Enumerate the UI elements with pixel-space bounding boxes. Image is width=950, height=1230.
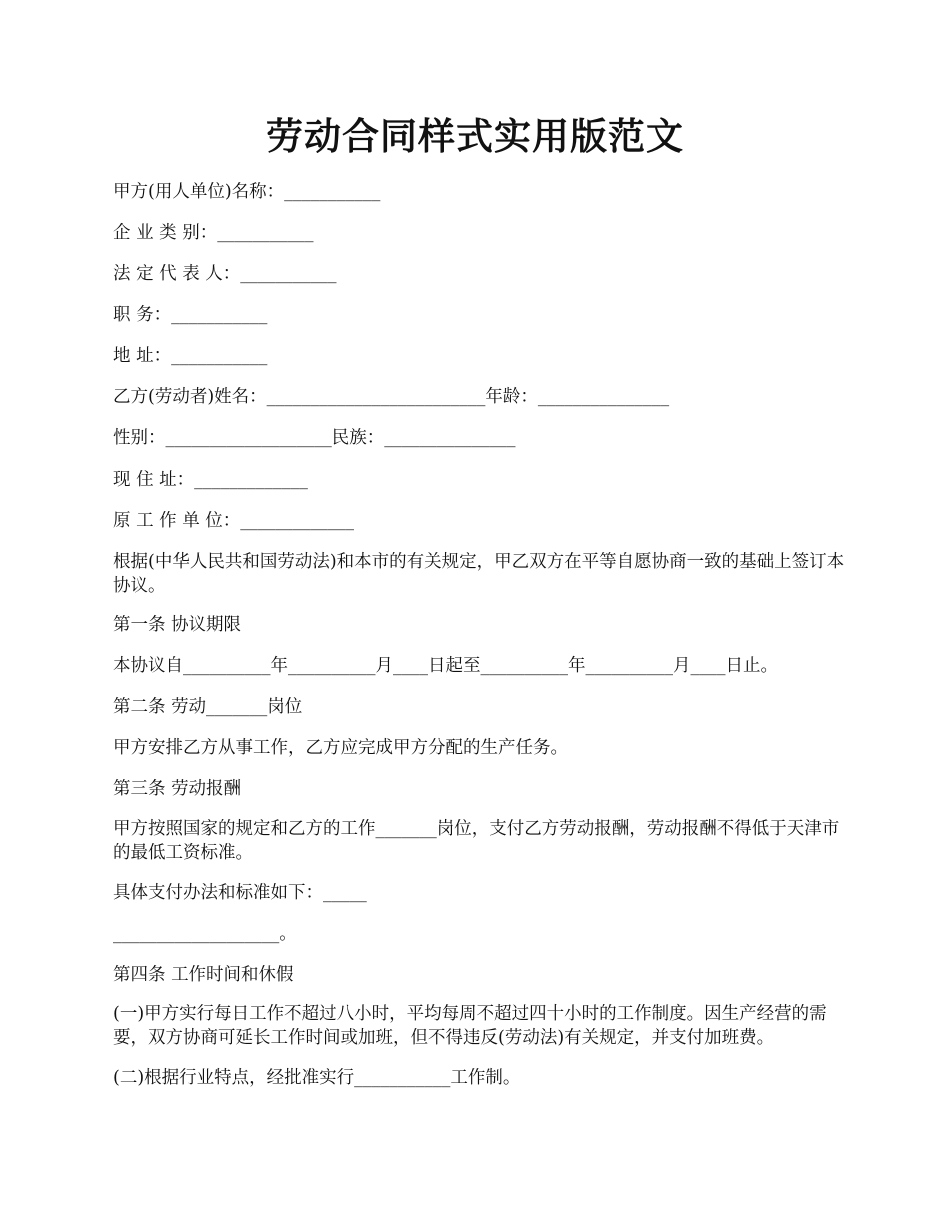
field-employer-name: 甲方(用人单位)名称：___________ (113, 182, 381, 202)
field-worker-name-age: 乙方(劳动者)姓名：_________________________年龄：_______________ (113, 387, 670, 407)
field-legal-representative: 法 定 代 表 人：___________ (113, 264, 337, 284)
field-enterprise-type: 企 业 类 别：___________ (113, 223, 314, 243)
field-previous-employer: 原 工 作 单 位：_____________ (113, 511, 355, 531)
field-address: 地 址：___________ (113, 346, 268, 366)
intro-paragraph: 根据(中华人民共和国劳动法)和本市的有关规定，甲乙双方在平等自愿协商一致的基础上签订本协议。 (113, 552, 845, 596)
article-4-clause-2: (二)根据行业特点，经批准实行___________工作制。 (113, 1068, 521, 1088)
article-1-heading: 第一条 协议期限 (113, 615, 242, 635)
field-gender-ethnicity: 性别：___________________民族：_______________ (113, 428, 516, 448)
article-4-clause-1: (一)甲方实行每日工作不超过八小时，平均每周不超过四十小时的工作制度。因生产经营的需要，双方协商可延长工作时间或加班，但不得违反(劳动法)有关规定，并支付加班费。 (113, 1004, 827, 1048)
article-1-term: 本协议自__________年__________月____日起至__________年__________月____日止。 (113, 656, 778, 676)
article-3-text: 甲方按照国家的规定和乙方的工作_______岗位，支付乙方劳动报酬，劳动报酬不得低于天津市的最低工资标准。 (113, 819, 840, 863)
article-4-heading: 第四条 工作时间和休假 (113, 965, 294, 985)
payment-method-blank: ___________________。 (113, 924, 297, 944)
document-title: 劳动合同样式实用版范文 (266, 114, 684, 158)
field-current-address: 现 住 址：_____________ (113, 470, 308, 490)
payment-method-line: 具体支付办法和标准如下：_____ (113, 883, 367, 903)
article-2-heading: 第二条 劳动_______岗位 (113, 697, 303, 717)
field-position: 职 务：___________ (113, 305, 268, 325)
article-2-text: 甲方安排乙方从事工作，乙方应完成甲方分配的生产任务。 (113, 738, 568, 758)
article-3-heading: 第三条 劳动报酬 (113, 779, 242, 799)
